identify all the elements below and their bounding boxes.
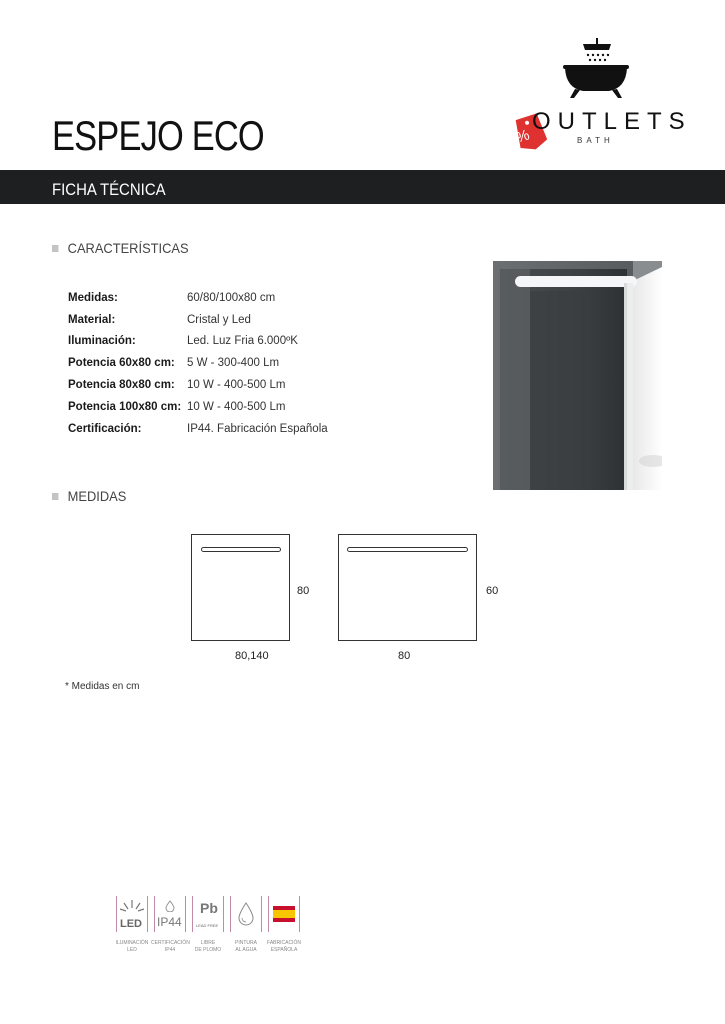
certification-badges [113, 896, 303, 954]
table-row: Potencia 100x80 cm: 10 W - 400-500 Lm [68, 400, 286, 413]
ip44-symbol: IP44 [157, 915, 182, 929]
paint-drop-icon [236, 901, 256, 927]
lead-free-icon: Pb [200, 900, 218, 916]
spec-table [68, 287, 328, 440]
table-row: Material: Cristal y Led [68, 313, 251, 326]
led-strip [201, 547, 281, 552]
section-heading-medidas: MEDIDAS [52, 488, 126, 504]
badge-water-paint: PINTURA AL AGUA [227, 896, 265, 954]
badge-lead-free: Pb LEAD FREE LIBRE DE PLOMO [189, 896, 227, 954]
diagram1-height-label: 80 [297, 585, 310, 597]
badge-made-in-spain: FABRICACIÓN ESPAÑOLA [265, 896, 303, 954]
diagram2-height-label: 60 [486, 585, 499, 597]
badge-led: LED ILUMINACIÓN LED [113, 896, 151, 954]
logo-wordmark: OUTLETS [532, 108, 692, 135]
product-photo [493, 261, 662, 490]
spain-flag-icon [273, 906, 295, 922]
band-title: FICHA TÉCNICA [52, 180, 166, 199]
table-row: Potencia 80x80 cm: 10 W - 400-500 Lm [68, 379, 286, 392]
led-symbol: LED [120, 918, 142, 930]
led-strip [347, 547, 468, 552]
measurements-note: * Medidas en cm [65, 681, 140, 692]
logo-subtitle: BATH [577, 136, 614, 145]
dimension-diagram-wide [338, 534, 477, 641]
table-row: Potencia 60x80 cm: 5 W - 300-400 Lm [68, 357, 280, 370]
dimension-diagram-square [191, 534, 290, 641]
lead-free-subtext: LEAD FREE [196, 923, 219, 928]
water-drop-icon [165, 900, 175, 912]
logo-percent-badge: % [513, 126, 532, 147]
badge-ip44: IP44 CERTIFICACIÓN IP44 [151, 896, 189, 954]
table-row: Medidas: 60/80/100x80 cm [68, 291, 276, 304]
table-row: Certificación: IP44. Fabricación Española [68, 422, 328, 435]
page-title: ESPEJO ECO [52, 112, 264, 159]
diagram2-width-label: 80 [398, 650, 411, 662]
table-row: Iluminación: Led. Luz Fria 6.000ºK [68, 335, 298, 348]
diagram1-width-label: 80,140 [235, 650, 269, 662]
bullet-square-icon [52, 493, 58, 500]
bullet-square-icon [52, 245, 58, 252]
section-heading-caracteristicas: CARACTERÍSTICAS [52, 240, 189, 256]
